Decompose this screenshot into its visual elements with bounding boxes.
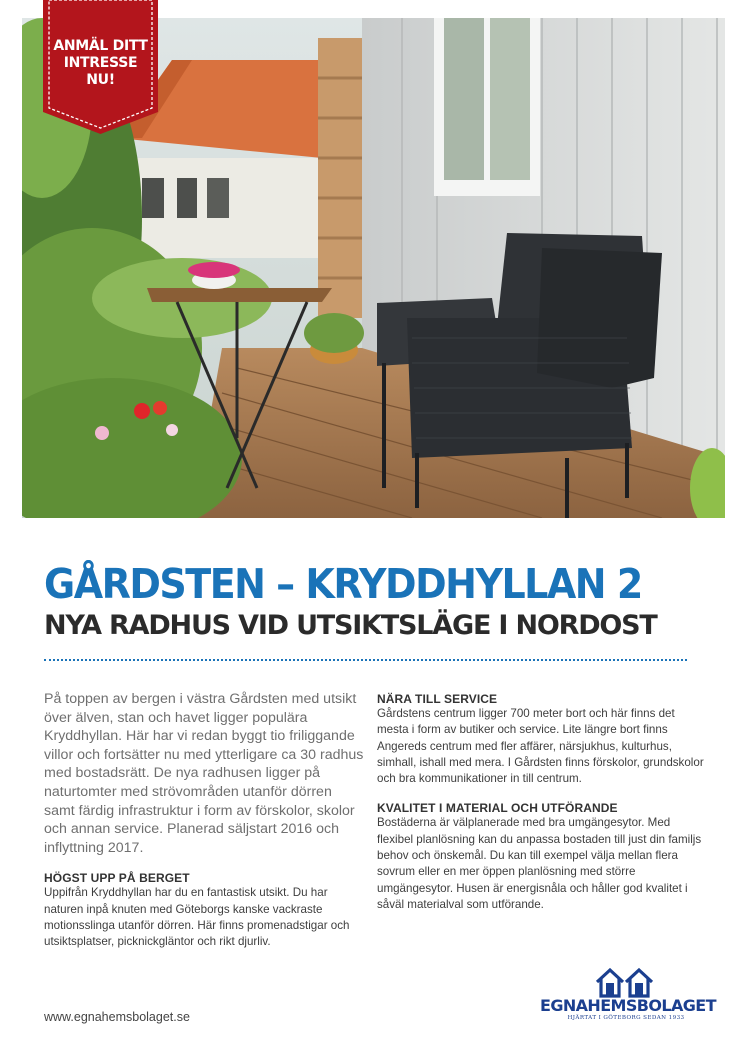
interest-ribbon[interactable] bbox=[43, 0, 158, 134]
section-text: Bostäderna är välplanerade med bra umgängesytor. Med flexibel planlösning kan du anpassa bostaden till just din familjs behov och önskemål. Du kan till exempel välja mellan flera sovrum eller en mer öppen planlösning med större umgängesytor. Husen är energisnåla och håller god kvalitet i såväl materialval som utförande. bbox=[377, 816, 702, 911]
section-text: Gårdstens centrum ligger 700 meter bort och här finns det mesta i form av butiker och service. Lite längre bort finns Angereds centrum med fler affärer, närsjukhus, kulturhus, simhall, ishall med mera. I Gårdsten finns förskolor, grundskolor och bra kommunikationer in till centrum. bbox=[377, 707, 704, 786]
logo-name: EGNAHEMSBOLAGET bbox=[540, 996, 716, 1015]
dotted-divider bbox=[44, 659, 687, 661]
left-column bbox=[44, 690, 364, 951]
company-logo[interactable] bbox=[540, 964, 716, 1026]
section-heading: HÖGST UPP PÅ BERGET bbox=[44, 871, 190, 886]
ribbon-text bbox=[43, 38, 158, 89]
right-column bbox=[377, 692, 707, 913]
website-link[interactable]: www.egnahemsbolaget.se bbox=[44, 1010, 190, 1024]
houses-icon bbox=[540, 964, 712, 998]
intro-paragraph: På toppen av bergen i västra Gårdsten med utsikt över älven, stan och havet ligger populära Kryddhyllan. Här har vi redan byggt tio friliggande villor och fortsätter nu med ytterligare ca 30 radhus med bostadsrätt. De nya radhusen ligger på naturtomter med strövområden utanför dörren samt färdig infrastruktur i form av förskolor, skolor och annan service. Planerad säljstart 2016 och inflyttning 2017. bbox=[44, 691, 364, 856]
logo-tagline: HJÄRTAT I GÖTEBORG SEDAN 1933 bbox=[567, 1015, 685, 1021]
ribbon-line: INTRESSE bbox=[63, 55, 138, 71]
ribbon-line: NU! bbox=[86, 72, 115, 88]
section-text: Uppifrån Kryddhyllan har du en fantastisk utsikt. Du har naturen inpå knuten med Göteborgs kanske vackraste motionsslinga utanför dörren. Här finns promenadstigar och utsiktsplatser, picknickgläntor och rikt djurliv. bbox=[44, 886, 350, 949]
page-title: GÅRDSTEN – KRYDDHYLLAN 2 bbox=[44, 560, 642, 608]
ribbon-line: ANMÄL DITT bbox=[53, 38, 148, 54]
section-heading: NÄRA TILL SERVICE bbox=[377, 692, 498, 706]
section-heading: KVALITET I MATERIAL OCH UTFÖRANDE bbox=[377, 801, 618, 816]
page-subtitle: NYA RADHUS VID UTSIKTSLÄGE I NORDOST bbox=[44, 610, 657, 641]
